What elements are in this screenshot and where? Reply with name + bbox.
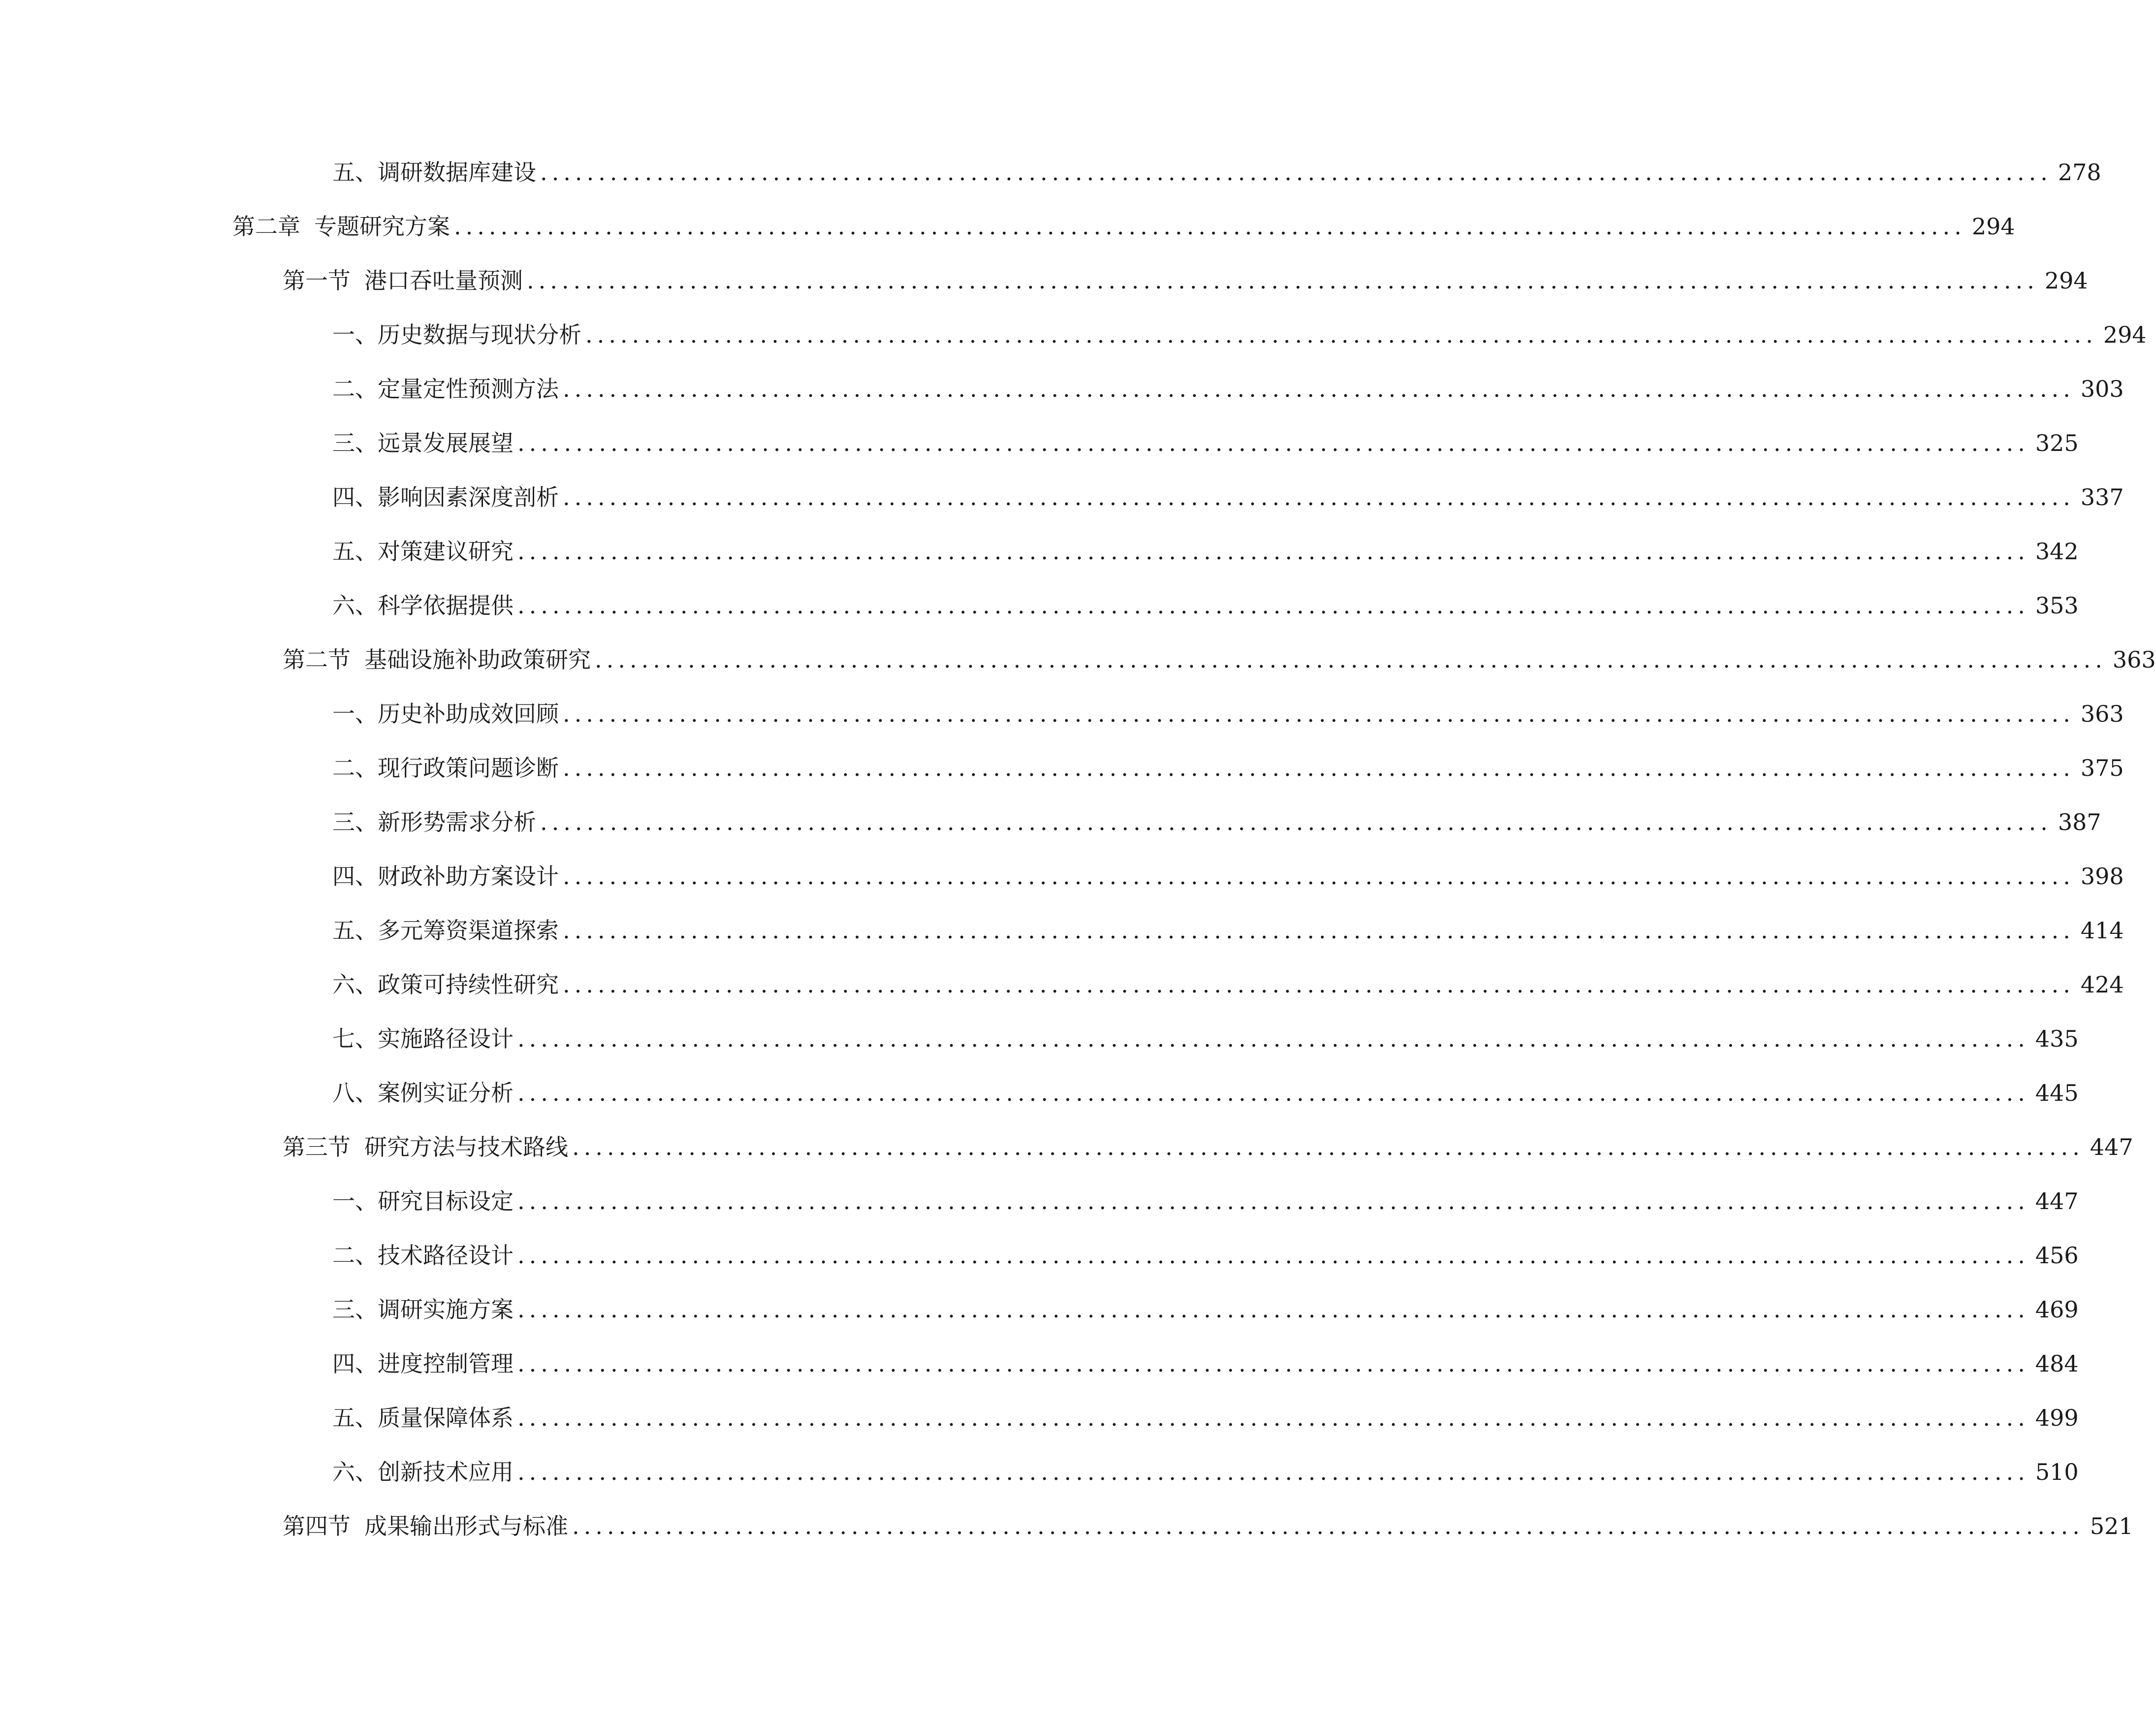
toc-entry[interactable]: [332, 1292, 2079, 1327]
toc-entry-number: 二、: [332, 376, 378, 402]
toc-dot-leader: ..................................................................................................................................: [517, 538, 2029, 565]
toc-entry-title: 实施路径设计: [378, 1025, 514, 1052]
toc-dot-leader: ..................................................................................................................................: [517, 592, 2029, 619]
toc-entry-page: 337: [2080, 484, 2124, 511]
toc-entry-title: 港口吞吐量预测: [364, 267, 523, 294]
toc-dot-leader: ..................................................................................................................................: [563, 484, 2075, 511]
toc-entry[interactable]: [332, 372, 2124, 406]
toc-entry[interactable]: [332, 1455, 2079, 1489]
toc-dot-leader: ..................................................................................................................................: [527, 267, 2039, 294]
toc-entry-number: 六、: [332, 592, 378, 619]
toc-entry-title: 研究目标设定: [378, 1188, 514, 1215]
toc-entry[interactable]: [332, 318, 2147, 352]
toc-entry[interactable]: [332, 859, 2124, 894]
toc-dot-leader: ..................................................................................................................................: [517, 1459, 2029, 1485]
toc-entry[interactable]: [332, 697, 2124, 731]
toc-entry[interactable]: [332, 805, 2101, 839]
toc-dot-leader: ..................................................................................................................................: [517, 1242, 2029, 1269]
toc-entry-title: 科学依据提供: [378, 592, 514, 619]
toc-entry-title: 创新技术应用: [378, 1459, 514, 1485]
toc-entry-title: 财政补助方案设计: [378, 863, 559, 890]
toc-entry-title: 政策可持续性研究: [378, 971, 559, 998]
toc-entry-page: 363: [2080, 701, 2124, 727]
toc-entry-number: 七、: [332, 1025, 378, 1052]
toc-entry-title: 专题研究方案: [314, 213, 450, 240]
toc-dot-leader: ..................................................................................................................................: [572, 1513, 2084, 1539]
toc-entry-page: 325: [2035, 430, 2079, 456]
toc-entry-number: 三、: [332, 1296, 378, 1323]
toc-dot-leader: ..................................................................................................................................: [563, 863, 2075, 890]
toc-entry[interactable]: [332, 1346, 2079, 1381]
toc-entry[interactable]: [332, 913, 2124, 948]
toc-entry-number: 二、: [332, 755, 378, 781]
toc-entry-page: 342: [2035, 538, 2079, 565]
toc-entry-page: 278: [2058, 159, 2101, 186]
toc-entry-page: 499: [2035, 1405, 2079, 1431]
toc-entry-page: 469: [2035, 1296, 2079, 1323]
toc-entry[interactable]: [332, 155, 2101, 190]
toc-entry[interactable]: [283, 1509, 2133, 1543]
toc-dot-leader: ..................................................................................................................................: [517, 1188, 2029, 1215]
toc-dot-leader: ..................................................................................................................................: [572, 1134, 2084, 1160]
toc-entry[interactable]: [332, 967, 2124, 1002]
toc-entry[interactable]: [332, 480, 2124, 514]
toc-entry-page: 363: [2112, 646, 2156, 673]
toc-entry-title: 调研数据库建设: [378, 159, 536, 186]
toc-entry[interactable]: [332, 751, 2124, 785]
toc-dot-leader: ..................................................................................................................................: [563, 755, 2075, 781]
toc-entry-page: 398: [2080, 863, 2124, 890]
toc-dot-leader: ..................................................................................................................................: [517, 1405, 2029, 1431]
toc-entry-title: 案例实证分析: [378, 1080, 514, 1106]
toc-entry-page: 387: [2058, 809, 2101, 835]
toc-entry-page: 447: [2090, 1134, 2133, 1160]
toc-entry-title: 远景发展展望: [378, 430, 514, 456]
toc-entry[interactable]: [332, 1238, 2079, 1273]
toc-entry-number: 五、: [332, 538, 378, 565]
toc-entry-number: 五、: [332, 1405, 378, 1431]
toc-entry-number: 四、: [332, 863, 378, 890]
toc-dot-leader: ..................................................................................................................................: [563, 376, 2075, 402]
toc-entry-number: 第一节: [283, 267, 351, 294]
toc-entry-number: 第三节: [283, 1134, 351, 1160]
toc-entry-page: 435: [2035, 1025, 2079, 1052]
toc-entry[interactable]: [332, 1076, 2079, 1110]
toc-entry-number: 五、: [332, 917, 378, 944]
toc-entry-number: 八、: [332, 1080, 378, 1106]
toc-dot-leader: ..................................................................................................................................: [517, 1350, 2029, 1377]
toc-entry-number: 六、: [332, 1459, 378, 1485]
toc-entry-page: 375: [2080, 755, 2124, 781]
toc-dot-leader: ..................................................................................................................................: [563, 917, 2075, 944]
toc-entry-page: 456: [2035, 1242, 2079, 1269]
toc-entry-number: 第二节: [283, 646, 351, 673]
toc-entry-title: 定量定性预测方法: [378, 376, 559, 402]
toc-dot-leader: ..................................................................................................................................: [517, 430, 2029, 456]
toc-dot-leader: ..................................................................................................................................: [454, 213, 1966, 240]
toc-entry-number: 一、: [332, 1188, 378, 1215]
toc-entry-page: 424: [2080, 971, 2124, 998]
toc-entry-page: 414: [2080, 917, 2124, 944]
toc-entry-page: 294: [1971, 213, 2015, 240]
toc-entry[interactable]: [232, 209, 2015, 244]
toc-entry-page: 510: [2035, 1459, 2079, 1485]
toc-entry-number: 二、: [332, 1242, 378, 1269]
toc-entry-page: 294: [2044, 267, 2088, 294]
toc-dot-leader: ..................................................................................................................................: [517, 1296, 2029, 1323]
toc-entry-title: 新形势需求分析: [378, 809, 536, 835]
toc-dot-leader: ..................................................................................................................................: [540, 809, 2052, 835]
toc-entry[interactable]: [332, 1184, 2079, 1218]
toc-entry[interactable]: [332, 588, 2079, 623]
toc-dot-leader: ..................................................................................................................................: [595, 646, 2107, 673]
toc-entry[interactable]: [283, 263, 2088, 298]
toc-entry-title: 现行政策问题诊断: [378, 755, 559, 781]
toc-entry-title: 历史补助成效回顾: [378, 701, 559, 727]
toc-entry-page: 303: [2080, 376, 2124, 402]
toc-entry-page: 445: [2035, 1080, 2079, 1106]
toc-entry-page: 353: [2035, 592, 2079, 619]
toc-entry[interactable]: [332, 426, 2079, 460]
toc-entry-number: 第二章: [232, 213, 300, 240]
toc-entry-number: 三、: [332, 809, 378, 835]
toc-dot-leader: ..................................................................................................................................: [517, 1025, 2029, 1052]
toc-entry[interactable]: [332, 1401, 2079, 1435]
toc-entry[interactable]: [332, 534, 2079, 569]
toc-entry-title: 调研实施方案: [378, 1296, 514, 1323]
toc-dot-leader: ..................................................................................................................................: [517, 1080, 2029, 1106]
toc-entry-title: 质量保障体系: [378, 1405, 514, 1431]
toc-dot-leader: ..................................................................................................................................: [585, 321, 2097, 348]
toc-entry-number: 第四节: [283, 1513, 351, 1539]
toc-entry-number: 六、: [332, 971, 378, 998]
toc-entry-title: 多元筹资渠道探索: [378, 917, 559, 944]
toc-entry-page: 521: [2090, 1513, 2133, 1539]
toc-entry[interactable]: [283, 1130, 2133, 1164]
toc-entry-number: 五、: [332, 159, 378, 186]
toc-entry-title: 基础设施补助政策研究: [364, 646, 591, 673]
toc-entry-title: 影响因素深度剖析: [378, 484, 559, 511]
toc-entry-number: 一、: [332, 701, 378, 727]
toc-entry-page: 447: [2035, 1188, 2079, 1215]
toc-dot-leader: ..................................................................................................................................: [563, 701, 2075, 727]
toc-entry-number: 四、: [332, 1350, 378, 1377]
toc-entry-title: 成果输出形式与标准: [364, 1513, 568, 1539]
toc-entry-page: 294: [2103, 321, 2147, 348]
toc-entry-title: 研究方法与技术路线: [364, 1134, 568, 1160]
toc-entry[interactable]: [332, 1022, 2079, 1056]
toc-entry-number: 四、: [332, 484, 378, 511]
toc-entry-number: 一、: [332, 321, 378, 348]
toc-entry[interactable]: [283, 642, 2156, 677]
toc-dot-leader: ..................................................................................................................................: [563, 971, 2075, 998]
toc-entry-number: 三、: [332, 430, 378, 456]
toc-dot-leader: ..................................................................................................................................: [540, 159, 2052, 186]
toc-entry-title: 历史数据与现状分析: [378, 321, 581, 348]
toc-entry-title: 进度控制管理: [378, 1350, 514, 1377]
toc-entry-title: 技术路径设计: [378, 1242, 514, 1269]
toc-entry-page: 484: [2035, 1350, 2079, 1377]
toc-entry-title: 对策建议研究: [378, 538, 514, 565]
